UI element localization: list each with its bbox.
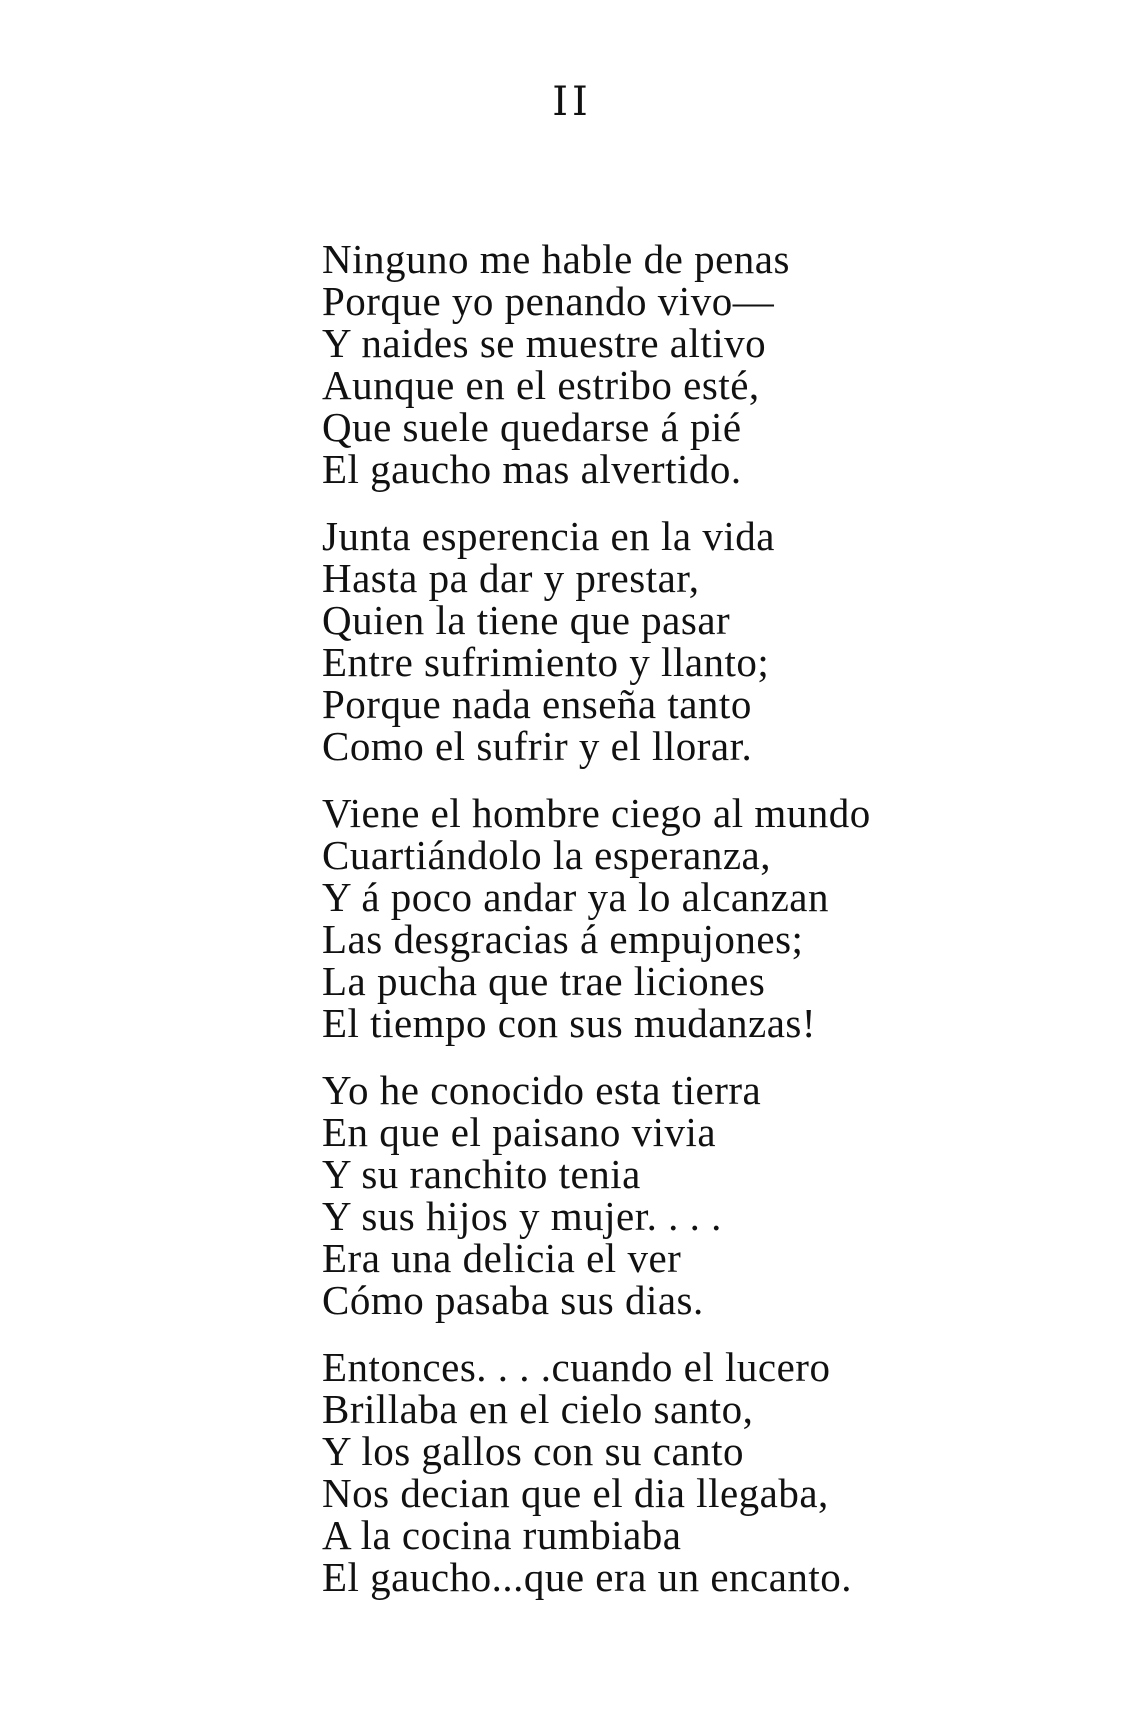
verse-line: Yo he conocido esta tierra: [322, 1067, 762, 1113]
verse-line: Entre sufrimiento y llanto;: [322, 639, 770, 685]
verse-line: Y los gallos con su canto: [322, 1428, 745, 1474]
verse-line: Quien la tiene que pasar: [322, 597, 731, 643]
verse-line: Ninguno me hable de penas: [322, 236, 790, 282]
stanza-3: [322, 792, 1122, 1044]
verse-line: Cómo pasaba sus dias.: [322, 1277, 704, 1323]
verse-line: Que suele quedarse á pié: [322, 404, 742, 450]
verse-line: Aunque en el estribo esté,: [322, 362, 760, 408]
verse-line: Y naides se muestre altivo: [322, 320, 767, 366]
verse-line: El tiempo con sus mudanzas!: [322, 1000, 817, 1046]
verse-line: Junta esperencia en la vida: [322, 513, 775, 559]
verse-line: El gaucho...que era un encanto.: [322, 1554, 853, 1600]
verse-line: Era una delicia el ver: [322, 1235, 682, 1281]
verse-line: En que el paisano vivia: [322, 1109, 717, 1155]
verse-line: Y su ranchito tenia: [322, 1151, 641, 1197]
stanza-2: [322, 515, 1122, 767]
verse-line: Cuartiándolo la esperanza,: [322, 832, 772, 878]
verse-line: Nos decian que el dia llegaba,: [322, 1470, 829, 1516]
verse-line: Y á poco andar ya lo alcanzan: [322, 874, 830, 920]
verse-line: Entonces. . . .cuando el lucero: [322, 1344, 831, 1390]
verse-line: Como el sufrir y el llorar.: [322, 723, 753, 769]
stanza-5: [322, 1346, 1122, 1598]
verse-line: Viene el hombre ciego al mundo: [322, 790, 871, 836]
verse-line: El gaucho mas alvertido.: [322, 446, 742, 492]
poem: [322, 238, 1122, 1623]
stanza-4: [322, 1069, 1122, 1321]
stanza-1: [322, 238, 1122, 490]
verse-line: Hasta pa dar y prestar,: [322, 555, 700, 601]
verse-line: La pucha que trae liciones: [322, 958, 766, 1004]
page-number: II: [552, 79, 592, 125]
verse-line: Brillaba en el cielo santo,: [322, 1386, 754, 1432]
verse-line: Las desgracias á empujones;: [322, 916, 804, 962]
verse-line: Y sus hijos y mujer. . . .: [322, 1193, 722, 1239]
verse-line: A la cocina rumbiaba: [322, 1512, 682, 1558]
verse-line: Porque nada enseña tanto: [322, 681, 752, 727]
verse-line: Porque yo penando vivo—: [322, 278, 775, 324]
